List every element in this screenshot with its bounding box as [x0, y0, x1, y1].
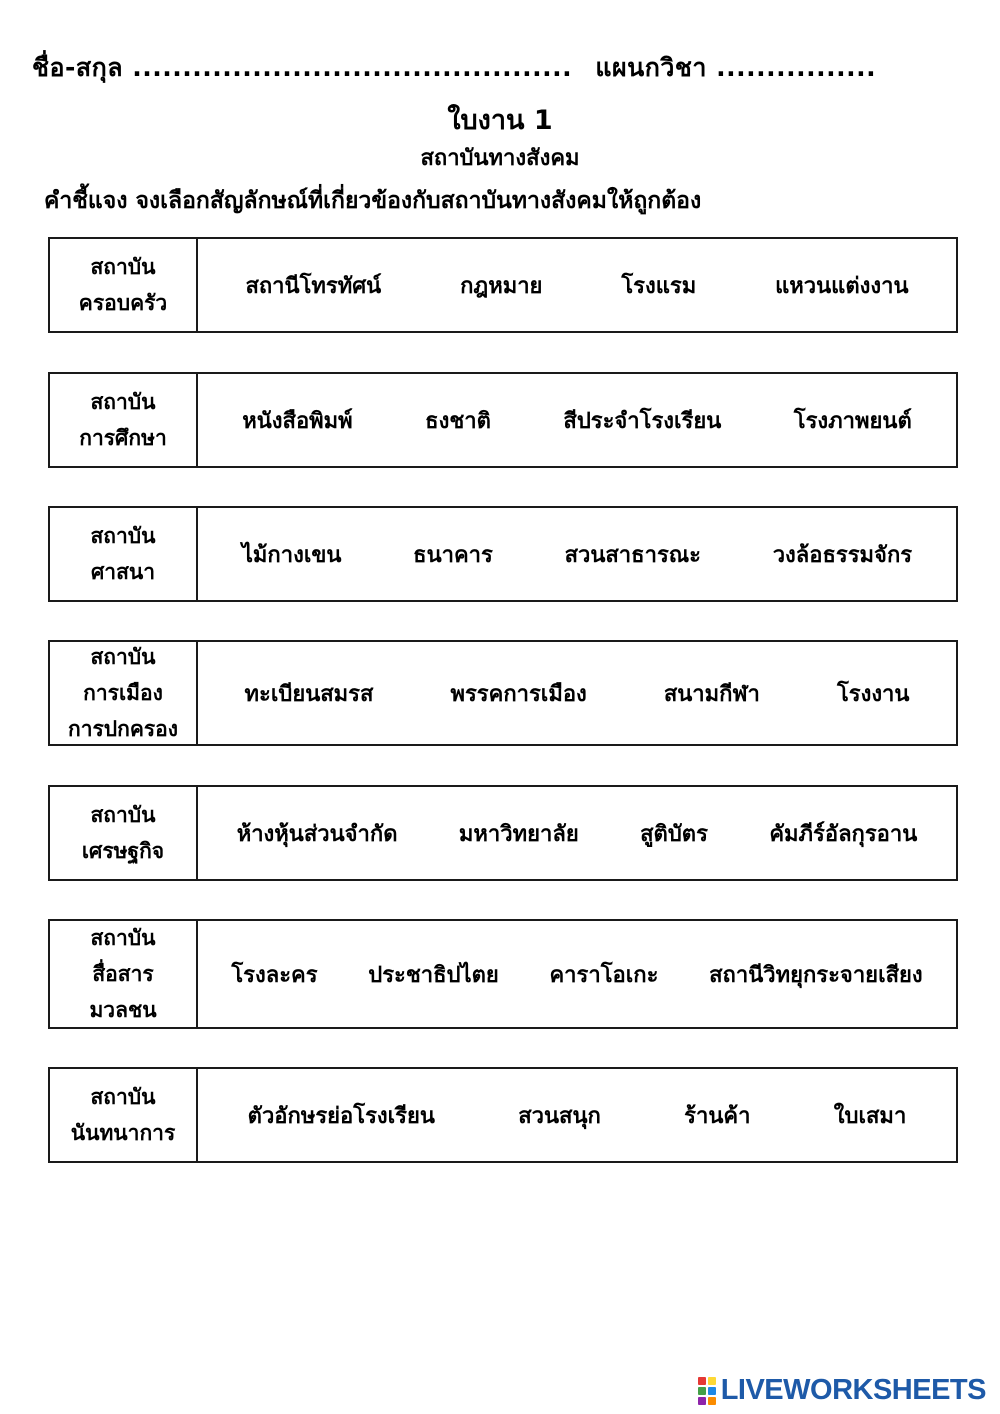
- category-label-line: สถาบัน: [90, 390, 156, 414]
- logo-square: [708, 1387, 716, 1395]
- answer-option[interactable]: ใบเสมา: [833, 1103, 907, 1129]
- category-label-line: นันทนาการ: [70, 1121, 176, 1145]
- answer-option[interactable]: ประชาธิปไตย: [368, 962, 499, 988]
- question-row: [48, 785, 958, 881]
- options-cell: [198, 508, 956, 600]
- category-cell: [50, 374, 198, 466]
- answer-option[interactable]: สวนสนุก: [518, 1103, 601, 1129]
- category-label-line: การศึกษา: [79, 426, 167, 450]
- category-label-line: ครอบครัว: [78, 291, 168, 315]
- answer-option[interactable]: สนามกีฬา: [663, 681, 760, 707]
- question-row: [48, 919, 958, 1029]
- answer-option[interactable]: คาราโอเกะ: [549, 962, 659, 988]
- answer-option[interactable]: ธงชาติ: [425, 408, 491, 434]
- answer-option[interactable]: แหวนแต่งงาน: [775, 273, 909, 299]
- category-label-line: สถาบัน: [90, 926, 156, 950]
- answer-option[interactable]: โรงละคร: [231, 962, 318, 988]
- question-row: [48, 237, 958, 333]
- options-cell: [198, 787, 956, 879]
- category-label-line: มวลชน: [89, 998, 157, 1022]
- category-label-line: เศรษฐกิจ: [81, 839, 165, 863]
- category-label-line: สถาบัน: [90, 255, 156, 279]
- question-row: [48, 506, 958, 602]
- name-field-label: ชื่อ-สกุล ............................................: [32, 53, 573, 82]
- logo-square: [698, 1377, 706, 1385]
- answer-option[interactable]: สีประจำโรงเรียน: [563, 408, 722, 434]
- answer-option[interactable]: โรงภาพยนต์: [793, 408, 912, 434]
- answer-option[interactable]: สวนสาธารณะ: [564, 542, 701, 568]
- answer-option[interactable]: ทะเบียนสมรส: [244, 681, 374, 707]
- answer-option[interactable]: ห้างหุ้นส่วนจำกัด: [236, 821, 398, 847]
- question-row: [48, 1067, 958, 1163]
- liveworksheets-logo: [698, 1374, 986, 1407]
- category-cell: [50, 239, 198, 331]
- answer-option[interactable]: ตัวอักษรย่อโรงเรียน: [247, 1103, 435, 1129]
- category-label-line: การปกครอง: [67, 717, 179, 741]
- answer-option[interactable]: ไม้กางเขน: [241, 542, 342, 568]
- department-field-label: แผนกวิชา ................: [595, 53, 877, 82]
- options-cell: [198, 1069, 956, 1161]
- answer-option[interactable]: ธนาคาร: [413, 542, 493, 568]
- answer-option[interactable]: มหาวิทยาลัย: [458, 821, 579, 847]
- category-cell: [50, 1069, 198, 1161]
- answer-option[interactable]: คัมภีร์อัลกุรอาน: [769, 821, 918, 847]
- options-cell: [198, 642, 956, 744]
- category-label-line: การเมือง: [83, 681, 163, 705]
- options-cell: [198, 374, 956, 466]
- liveworksheets-logo-icon: [698, 1377, 716, 1405]
- category-label-line: สถาบัน: [90, 1085, 156, 1109]
- logo-square: [698, 1387, 706, 1395]
- instruction-text: คำชี้แจง จงเลือกสัญลักษณ์ที่เกี่ยวข้องกับสถาบันทางสังคมให้ถูกต้อง: [44, 188, 702, 214]
- answer-option[interactable]: วงล้อธรรมจักร: [772, 542, 913, 568]
- category-label-line: ศาสนา: [90, 560, 156, 584]
- answer-option[interactable]: สถานีวิทยุกระจายเสียง: [709, 962, 923, 988]
- answer-option[interactable]: โรงงาน: [836, 681, 910, 707]
- logo-square: [698, 1397, 706, 1405]
- answer-option[interactable]: หนังสือพิมพ์: [242, 408, 353, 434]
- answer-option[interactable]: สถานีโทรทัศน์: [245, 273, 382, 299]
- worksheet-subtitle: สถาบันทางสังคม: [420, 146, 580, 171]
- answer-option[interactable]: กฎหมาย: [460, 273, 543, 299]
- logo-text: LIVEWORKSHEETS: [720, 1374, 986, 1406]
- category-cell: [50, 921, 198, 1027]
- logo-square: [708, 1397, 716, 1405]
- answer-option[interactable]: ร้านค้า: [684, 1103, 751, 1129]
- category-label-line: สื่อสาร: [92, 962, 154, 986]
- answer-option[interactable]: โรงแรม: [621, 273, 697, 299]
- options-cell: [198, 239, 956, 331]
- category-label-line: สถาบัน: [90, 803, 156, 827]
- worksheet-title: ใบงาน 1: [447, 105, 553, 136]
- category-cell: [50, 508, 198, 600]
- category-label-line: สถาบัน: [90, 524, 156, 548]
- category-cell: [50, 787, 198, 879]
- question-row: [48, 372, 958, 468]
- question-row: [48, 640, 958, 746]
- category-cell: [50, 642, 198, 744]
- name-department-line: [32, 48, 982, 88]
- logo-square: [708, 1377, 716, 1385]
- answer-option[interactable]: พรรคการเมือง: [450, 681, 587, 707]
- answer-option[interactable]: สูติบัตร: [640, 821, 708, 847]
- category-label-line: สถาบัน: [90, 645, 156, 669]
- options-cell: [198, 921, 956, 1027]
